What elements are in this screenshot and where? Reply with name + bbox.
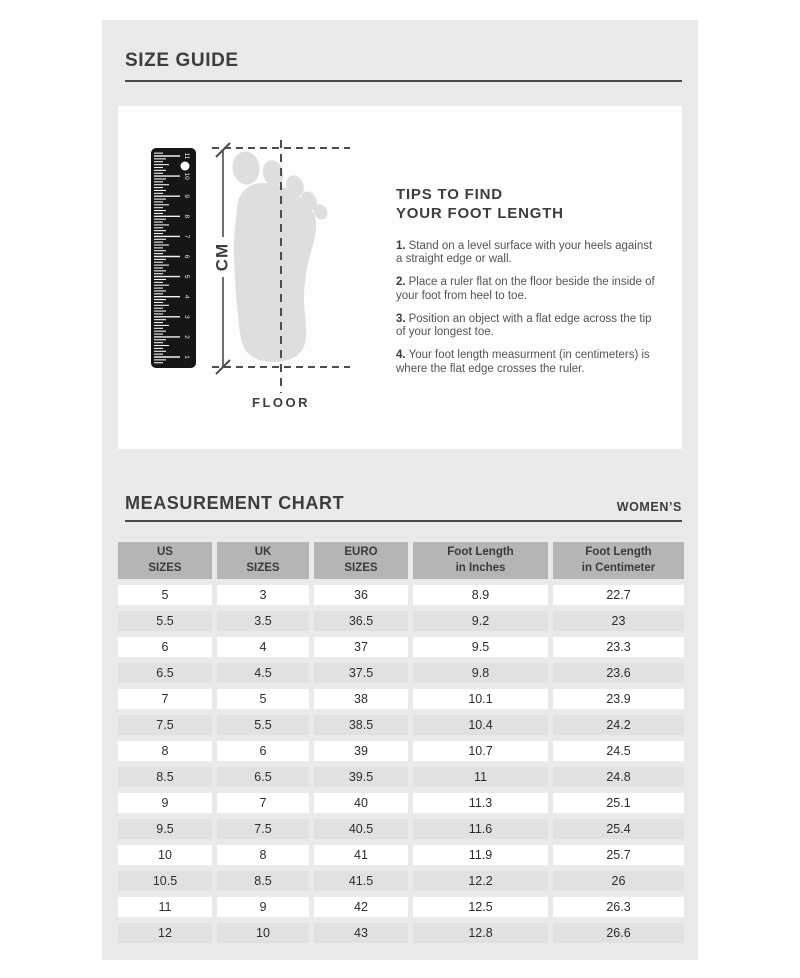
table-cell: 23.3: [553, 637, 684, 657]
svg-text:6: 6: [183, 254, 190, 259]
foot-measurement-diagram: [118, 106, 388, 449]
table-cell: 6.5: [217, 767, 309, 787]
table-cell: 3: [217, 585, 309, 605]
measurement-chart-title: MEASUREMENT CHART: [125, 493, 345, 513]
table-cell: 26.6: [553, 923, 684, 943]
table-cell: 10.5: [118, 871, 212, 891]
table-cell: 6.5: [118, 663, 212, 683]
table-cell: 8: [217, 845, 309, 865]
womens-label: WOMEN’S: [616, 500, 682, 514]
table-header-cell-uk: UK SIZES: [217, 542, 309, 579]
size-conversion-table: [118, 542, 684, 943]
table-cell: 5: [118, 585, 212, 605]
step-text: Your foot length measurment (in centimeters) is where the flat edge crosses the ruler.: [396, 349, 650, 376]
table-cell: 8: [118, 741, 212, 761]
table-cell: 3.5: [217, 611, 309, 631]
table-cell: 42: [314, 897, 408, 917]
table-cell: 8.5: [217, 871, 309, 891]
table-cell: 7: [217, 793, 309, 813]
svg-text:1: 1: [183, 355, 190, 359]
table-cell: 26.3: [553, 897, 684, 917]
table-header-cell-us: US SIZES: [118, 542, 212, 579]
table-cell: 36: [314, 585, 408, 605]
table-cell: 41.5: [314, 871, 408, 891]
floor-label: FLOOR: [252, 395, 310, 410]
svg-text:10: 10: [183, 172, 190, 180]
size-guide-divider: [125, 80, 682, 82]
table-cell: 12: [118, 923, 212, 943]
step-text: Stand on a level surface with your heels against a straight edge or wall.: [396, 239, 653, 266]
table-cell: 25.4: [553, 819, 684, 839]
table-cell: 10: [118, 845, 212, 865]
table-header-cell-inches: Foot Length in Inches: [413, 542, 548, 579]
table-cell: 11.6: [413, 819, 548, 839]
table-cell: 11.3: [413, 793, 548, 813]
table-cell: 22.7: [553, 585, 684, 605]
tips-block: [396, 186, 658, 386]
table-cell: 12.2: [413, 871, 548, 891]
table-cell: 26: [553, 871, 684, 891]
table-cell: 24.8: [553, 767, 684, 787]
svg-text:4: 4: [183, 294, 190, 299]
step-text: Place a ruler flat on the floor beside the inside of your foot from heel to toe.: [396, 276, 655, 302]
table-cell: 10.1: [413, 689, 548, 709]
table-cell: 5.5: [118, 611, 212, 631]
table-cell: 38.5: [314, 715, 408, 735]
table-cell: 23: [553, 611, 684, 631]
table-cell: 7: [118, 689, 212, 709]
tips-title: TIPS TO FIND YOUR FOOT LENGTH: [396, 186, 564, 222]
table-cell: 5.5: [217, 715, 309, 735]
size-guide-card: [102, 20, 698, 960]
table-cell: 6: [118, 637, 212, 657]
svg-text:11: 11: [183, 152, 190, 160]
table-header-cell-euro: EURO SIZES: [314, 542, 408, 579]
table-cell: 9: [217, 897, 309, 917]
table-cell: 5: [217, 689, 309, 709]
table-cell: 7.5: [217, 819, 309, 839]
measurement-chart-divider: [125, 520, 682, 522]
table-cell: 40.5: [314, 819, 408, 839]
table-cell: 11.9: [413, 845, 548, 865]
tip-step-2: [396, 276, 658, 304]
cm-label: CM: [212, 242, 232, 272]
ruler-hole: [181, 162, 190, 171]
step-number: 1.: [396, 239, 406, 252]
table-cell: 8.9: [413, 585, 548, 605]
table-cell: 10: [217, 923, 309, 943]
table-cell: 39: [314, 741, 408, 761]
table-cell: 10.7: [413, 741, 548, 761]
table-cell: 11: [118, 897, 212, 917]
table-cell: 7.5: [118, 715, 212, 735]
table-cell: 23.6: [553, 663, 684, 683]
table-cell: 37.5: [314, 663, 408, 683]
step-number: 4.: [396, 349, 406, 362]
table-cell: 8.5: [118, 767, 212, 787]
tip-step-4: [396, 349, 658, 377]
table-cell: 36.5: [314, 611, 408, 631]
measurement-chart-header: [125, 493, 682, 514]
table-cell: 9.5: [118, 819, 212, 839]
table-cell: 25.1: [553, 793, 684, 813]
table-cell: 24.5: [553, 741, 684, 761]
svg-text:7: 7: [183, 234, 190, 239]
table-header-cell-centimeter: Foot Length in Centimeter: [553, 542, 684, 579]
svg-text:8: 8: [183, 214, 190, 219]
table-cell: 41: [314, 845, 408, 865]
table-cell: 6: [217, 741, 309, 761]
table-cell: 40: [314, 793, 408, 813]
table-cell: 4: [217, 637, 309, 657]
table-cell: 12.8: [413, 923, 548, 943]
foot-diagram-panel: [118, 106, 682, 449]
table-cell: 11: [413, 767, 548, 787]
tip-step-3: [396, 313, 658, 341]
table-cell: 9.2: [413, 611, 548, 631]
step-text: Position an object with a flat edge across the tip of your longest toe.: [396, 312, 652, 339]
svg-text:5: 5: [183, 274, 190, 279]
table-cell: 4.5: [217, 663, 309, 683]
table-cell: 43: [314, 923, 408, 943]
table-cell: 37: [314, 637, 408, 657]
svg-text:3: 3: [183, 314, 190, 319]
table-cell: 39.5: [314, 767, 408, 787]
svg-text:2: 2: [183, 335, 190, 339]
svg-text:9: 9: [183, 194, 190, 199]
ruler-illustration: [151, 148, 196, 368]
step-number: 3.: [396, 312, 406, 325]
table-cell: 23.9: [553, 689, 684, 709]
table-cell: 9.5: [413, 637, 548, 657]
table-cell: 9.8: [413, 663, 548, 683]
step-number: 2.: [396, 276, 406, 289]
size-guide-title: SIZE GUIDE: [125, 50, 239, 71]
table-cell: 25.7: [553, 845, 684, 865]
table-cell: 12.5: [413, 897, 548, 917]
tip-step-1: [396, 240, 658, 268]
table-cell: 9: [118, 793, 212, 813]
table-cell: 10.4: [413, 715, 548, 735]
table-cell: 38: [314, 689, 408, 709]
table-cell: 24.2: [553, 715, 684, 735]
